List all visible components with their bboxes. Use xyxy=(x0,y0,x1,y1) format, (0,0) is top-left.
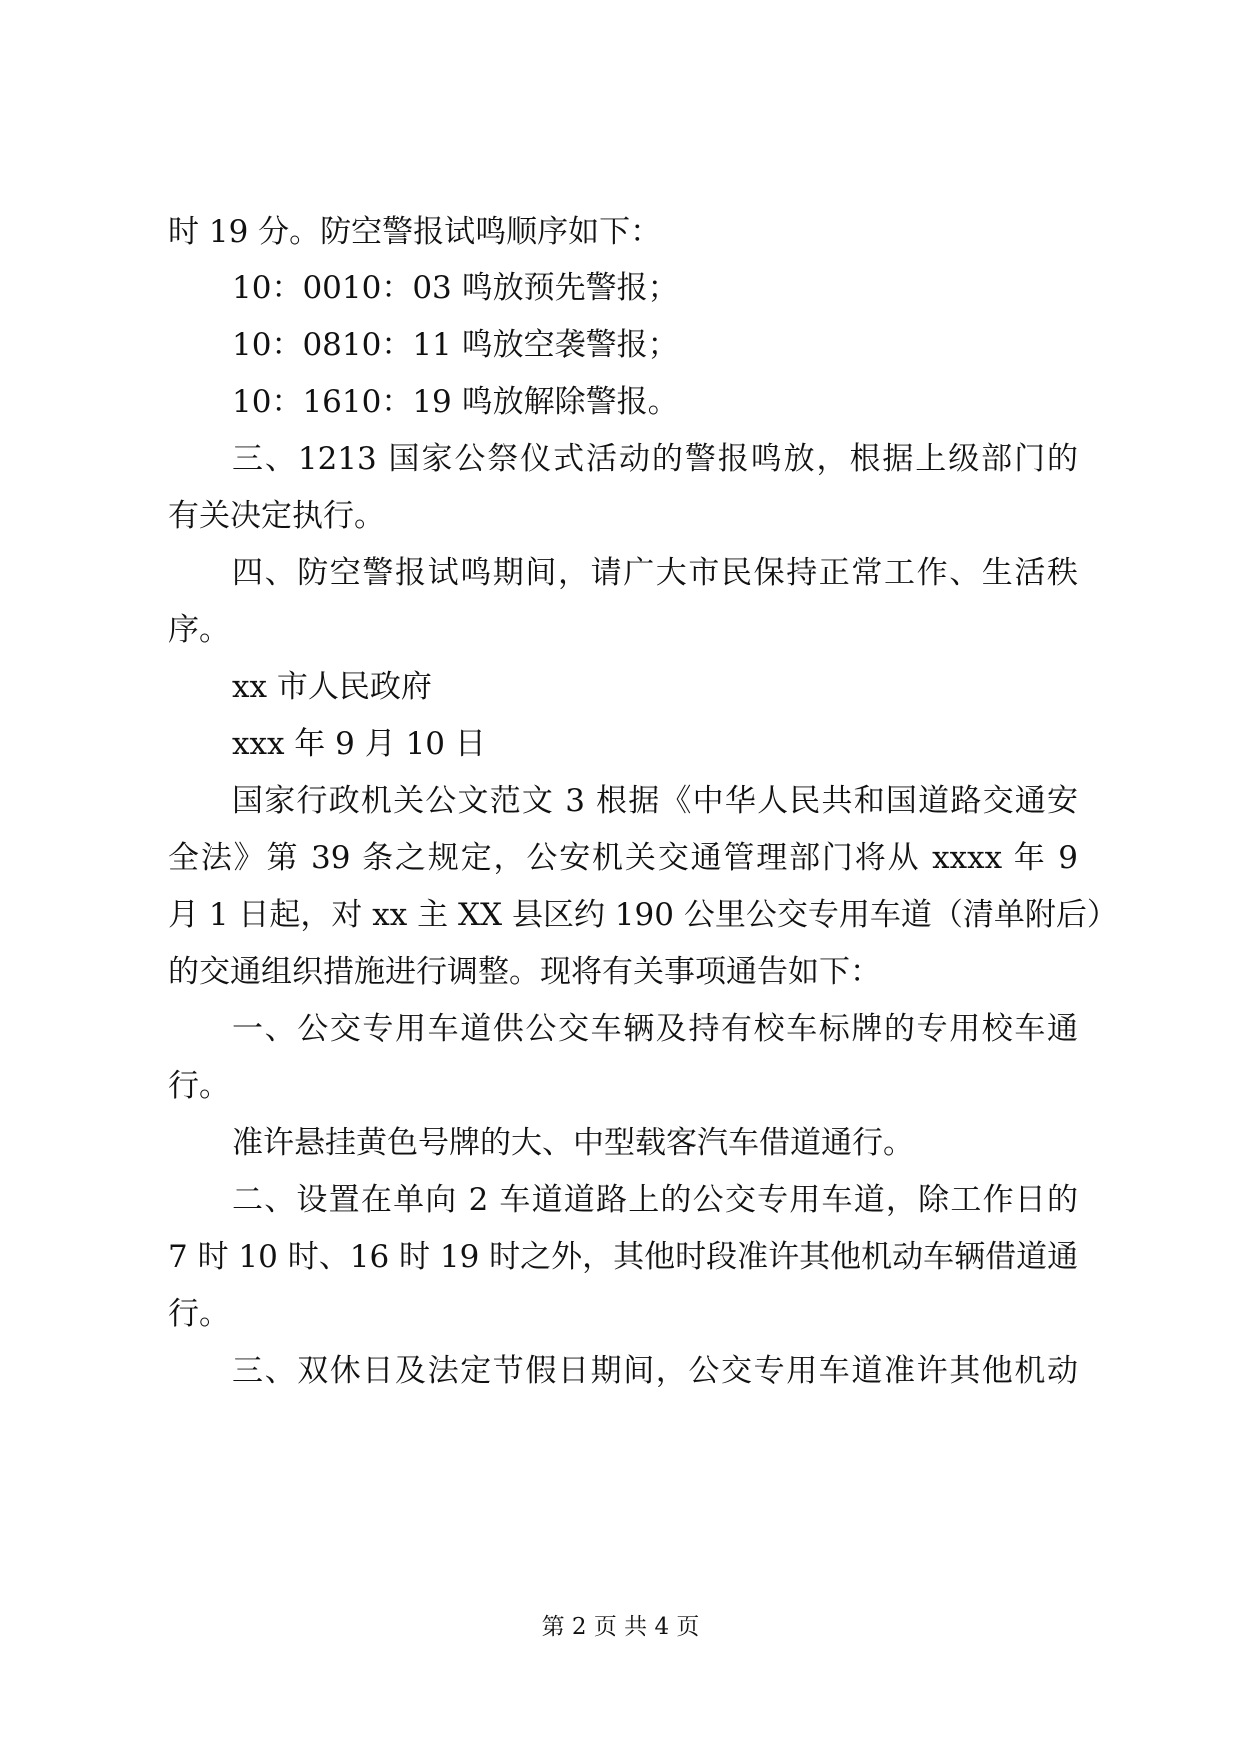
text-line-7: 四、防空警报试鸣期间，请广大市民保持正常工作、生活秩 xyxy=(232,555,1078,591)
text-line-11: 国家行政机关公文范文 3 根据《中华人民共和国道路交通安 xyxy=(232,783,1078,819)
text-line-4: 10：1610：19 鸣放解除警报。 xyxy=(232,384,679,420)
text-line-12: 全法》第 39 条之规定，公安机关交通管理部门将从 xxxx 年 9 xyxy=(168,840,1078,876)
text-line-18: 二、设置在单向 2 车道道路上的公交专用车道，除工作日的 xyxy=(232,1182,1078,1218)
signature-date: xxx 年 9 月 10 日 xyxy=(232,726,486,762)
text-line-6: 有关决定执行。 xyxy=(168,498,385,534)
page-number-footer: 第 2 页 共 4 页 xyxy=(541,1614,700,1640)
text-line-19: 7 时 10 时、16 时 19 时之外，其他时段准许其他机动车辆借道通 xyxy=(168,1239,1079,1275)
text-line-17: 准许悬挂黄色号牌的大、中型载客汽车借道通行。 xyxy=(232,1125,914,1161)
text-line-20: 行。 xyxy=(168,1296,230,1332)
text-line-1: 时 19 分。防空警报试鸣顺序如下： xyxy=(168,214,662,250)
signature-issuer: xx 市人民政府 xyxy=(232,669,432,705)
text-line-15: 一、公交专用车道供公交车辆及持有校车标牌的专用校车通 xyxy=(232,1011,1078,1047)
text-line-5: 三、1213 国家公祭仪式活动的警报鸣放，根据上级部门的 xyxy=(232,441,1078,477)
text-line-3: 10：0810：11 鸣放空袭警报； xyxy=(232,327,679,363)
text-line-16: 行。 xyxy=(168,1068,230,1104)
text-line-13: 月 1 日起，对 xx 主 XX 县区约 190 公里公交专用车道（清单附后） xyxy=(168,897,1118,933)
text-line-2: 10：0010：03 鸣放预先警报； xyxy=(232,270,679,306)
text-line-8: 序。 xyxy=(168,612,230,648)
text-line-21: 三、双休日及法定节假日期间，公交专用车道准许其他机动 xyxy=(232,1353,1078,1389)
text-line-14: 的交通组织措施进行调整。现将有关事项通告如下： xyxy=(168,954,881,990)
